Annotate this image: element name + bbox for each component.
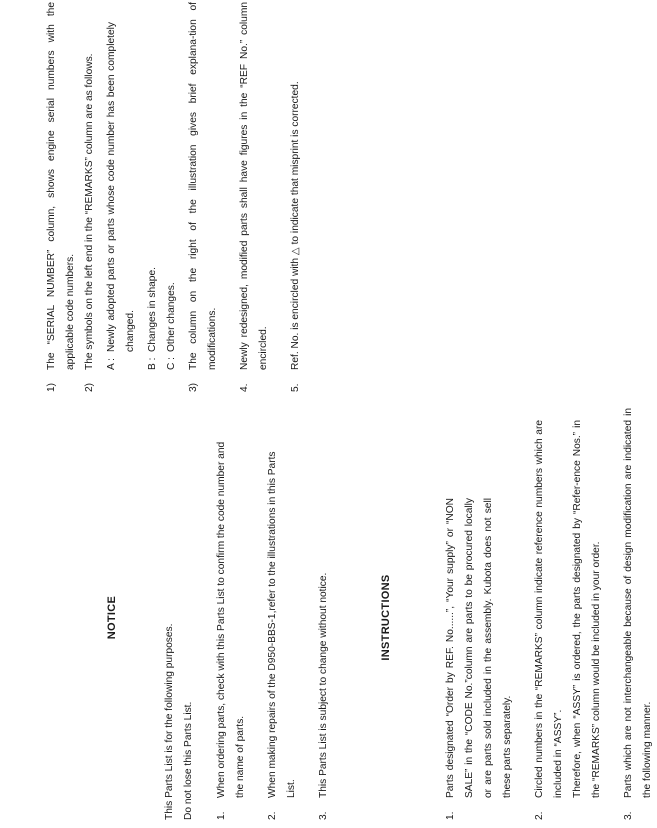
instructions-item-text: Parts designated “Order by REF. No......”, “Your supply” or “NON SALE” in the “CODE No.”column are parts to be procured locally or are parts sold included in the assembly. Kubota does not sell these parts separately. bbox=[445, 498, 513, 798]
manner-item-number: 5. bbox=[290, 383, 301, 392]
instructions-item-text: Circled numbers in the “REMARKS” column indicate reference numbers which are included in “ASSY”. bbox=[534, 420, 564, 798]
manner-item-2 bbox=[80, 2, 181, 392]
instructions-item-2 bbox=[530, 420, 606, 820]
manner-item-number: 2) bbox=[84, 382, 95, 392]
instructions-item-number: 2. bbox=[534, 811, 545, 820]
notice-item-number: 2. bbox=[267, 811, 278, 820]
instructions-item-3 bbox=[619, 408, 657, 820]
notice-item-text: This Parts List is subject to change without notice. bbox=[318, 572, 329, 798]
symbol-b bbox=[143, 2, 162, 370]
manner-item-text: The symbols on the left end in the “REMARKS” column are as follows. bbox=[84, 53, 95, 370]
right-column bbox=[42, 2, 305, 392]
manner-item-text: The “SERIAL NUMBER” column, shows engine serial numbers with the applicable code numbers. bbox=[46, 2, 76, 370]
notice-intro-line1: This Parts List is for the following purposes. bbox=[164, 623, 175, 820]
manner-item-text: Ref. No. is encircled with △ to indicate that misprint is corrected. bbox=[290, 81, 301, 370]
symbol-label: C : bbox=[166, 356, 177, 370]
manner-item-text: Newly redesigned, modified parts shall have figures in the “REF No.” column encircled. bbox=[239, 2, 269, 370]
instructions-item-1 bbox=[441, 498, 517, 820]
notice-intro-line2: Do not lose this Parts List. bbox=[183, 701, 194, 820]
notice-title: NOTICE bbox=[106, 595, 118, 640]
manner-item-3 bbox=[184, 2, 222, 392]
instructions-item-number: 1. bbox=[445, 811, 456, 820]
manner-item-text: The column on the right of the illustration gives brief explana-tion of modifications. bbox=[188, 2, 218, 370]
manner-item-5 bbox=[286, 2, 305, 392]
symbol-c bbox=[162, 2, 181, 370]
instructions-item-number: 3. bbox=[623, 811, 634, 820]
symbol-a bbox=[102, 22, 140, 370]
instructions-item-text-continued: Therefore, when “ASSY” is ordered, the parts designated by “Refer-ence Nos.” in the “REMARKS” column would be included in your order. bbox=[572, 420, 602, 798]
manner-item-number: 3) bbox=[188, 382, 199, 392]
notice-item-3 bbox=[314, 415, 333, 820]
symbol-text: Changes in shape. bbox=[147, 267, 158, 352]
symbol-text: Newly adopted parts or parts whose code number has been completely changed. bbox=[106, 22, 136, 352]
left-column bbox=[103, 408, 657, 820]
instructions-title: INSTRUCTIONS bbox=[380, 574, 392, 661]
manner-item-4 bbox=[235, 2, 273, 392]
manner-item-number: 4. bbox=[239, 383, 250, 392]
notice-item-text: When making repairs of the D950-BBS-1,refer to the illustrations in this Parts List. bbox=[267, 451, 297, 798]
symbol-label: A : bbox=[106, 358, 117, 370]
symbol-label: B : bbox=[147, 357, 158, 370]
symbol-text: Other changes. bbox=[166, 282, 177, 352]
notice-item-number: 1. bbox=[216, 811, 227, 820]
manner-item-number: 1) bbox=[46, 382, 57, 392]
instructions-item-text: Parts which are not interchangeable because of design modification are indicated in the following manner. bbox=[623, 408, 653, 798]
notice-item-2 bbox=[263, 430, 301, 820]
notice-item-1 bbox=[212, 438, 250, 820]
notice-item-number: 3. bbox=[318, 811, 329, 820]
notice-item-text: When ordering parts, check with this Parts List to confirm the code number and the name of parts. bbox=[216, 441, 246, 798]
manner-item-1 bbox=[42, 2, 80, 392]
